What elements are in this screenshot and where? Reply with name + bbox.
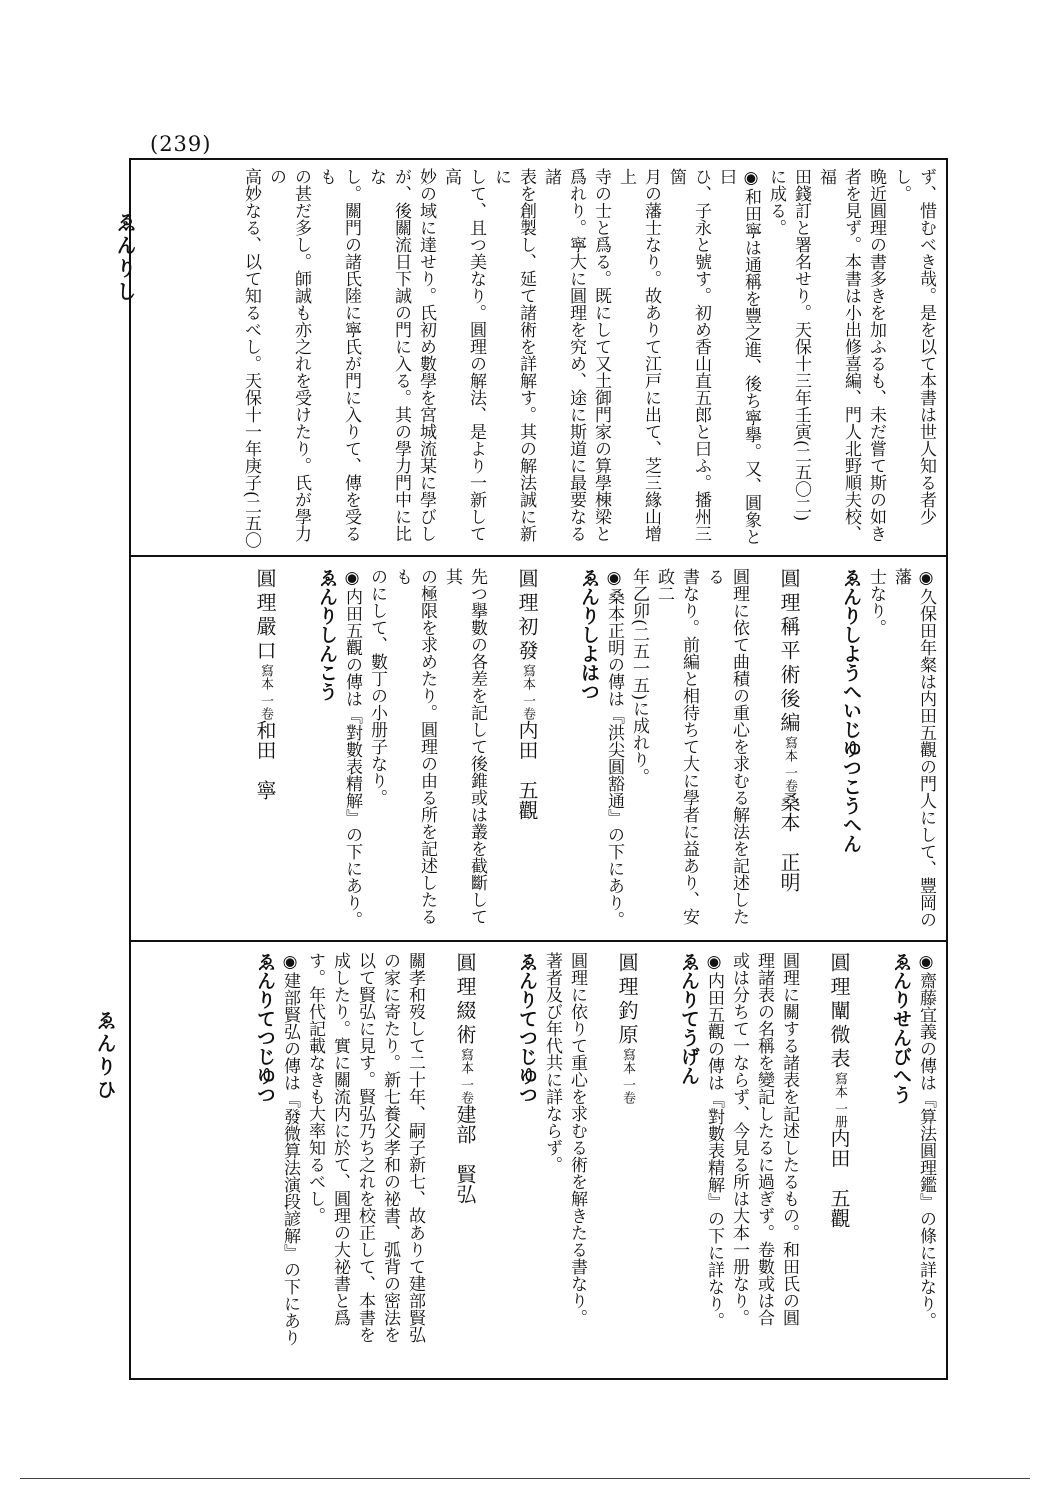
dictionary-section-bottom xyxy=(238,952,938,1372)
body-text-line: ず、惜むべき哉。是を以て本書は世人知る者少し。 xyxy=(891,168,936,525)
body-text-line: 表を創製し、延て諸術を詳解す。其の解法誠に新に xyxy=(491,168,536,542)
entry-author: 和田 寧 xyxy=(253,720,277,801)
entry-author: 建部 賢弘 xyxy=(453,1104,477,1205)
body-text-line: 妙の域に達せり。氏初め數學を宮城流某に學びし xyxy=(416,168,436,542)
body-text-line: の家に寄たり。新七養父孝和の祕書、弧背の密法を xyxy=(380,952,400,1343)
body-text-line: 圓理に關する諸表を記述したるもの。和田氏の圓 xyxy=(779,952,799,1326)
body-text-line: 晩近圓理の書多きを加ふるも、未だ嘗て斯の如き xyxy=(866,168,886,542)
entry-title-line xyxy=(776,568,830,934)
entry-volume: 寫本 一卷 xyxy=(258,664,273,721)
body-text-line: 月の藩士なり。故ありて江戸に出て、芝三緣山增上 xyxy=(616,168,661,542)
body-text-line: に成る。 xyxy=(766,168,786,236)
page-number: (239) xyxy=(150,132,212,156)
body-text-line: ひ、子永と號す。初め香山直五郎と曰ふ。播州三箇 xyxy=(666,168,711,542)
entry-volume: 寫本 一卷 xyxy=(520,664,535,721)
entry-title: 圓理初發 xyxy=(515,568,539,664)
entry-title-line xyxy=(252,568,306,934)
body-text-line: 理諸表の名稱を變記したるに過ぎず。卷數或は合 xyxy=(754,952,774,1326)
dictionary-section-top xyxy=(238,168,938,550)
body-text-line: ◉建部賢弘の傳は『發微算法演段諺解』の下にあり xyxy=(280,952,300,1346)
body-text-line: して、且つ美なり。圓理の解法、是より一新して高 xyxy=(441,168,486,542)
body-text-line: 著者及び年代共に詳ならず。 xyxy=(542,952,562,1173)
body-text-line: 寺の士と爲る。既にして又土御門家の算學棟梁と xyxy=(591,168,611,542)
entry-volume xyxy=(238,1048,244,1104)
body-text-line: 圓理に依りて重心を求むる術を解きたる書なり。 xyxy=(567,952,587,1326)
entry-title-line xyxy=(614,952,668,1372)
body-text-line: ◉和田寧は通稱を豐之進、後ち寧擧。又、圓象と曰 xyxy=(716,168,761,545)
body-text-line: ◉齋藤宜義の傳は『算法圓理鑑』の條に詳なり。 xyxy=(916,952,936,1329)
entry-reading: ゑんりしんこう xyxy=(316,568,338,701)
entry-reading: ゑんりてつじゆつ xyxy=(516,952,538,1104)
body-text-line: す。年代記載なきも大率知るべし。 xyxy=(305,952,325,1224)
body-text-line: 關孝和歿して二十年、嗣子新七、故ありて建部賢弘 xyxy=(405,952,425,1343)
entry-volume: 寫本 一卷 xyxy=(782,736,797,793)
entry-author: 桑本 正明 xyxy=(777,792,801,893)
section-divider xyxy=(129,940,948,942)
body-text-line: 成したり。實に關流内に於て、圓理の大祕書と爲 xyxy=(330,952,350,1326)
body-text-line: 圓理に依て曲積の重心を求むる解法を記述したる xyxy=(704,568,749,925)
entry-volume: 寫本 一册 xyxy=(832,1072,847,1129)
entry-author: 内田 五觀 xyxy=(827,1128,851,1229)
entry-title: 圓理釣原 xyxy=(615,952,639,1048)
entry-title-line xyxy=(238,952,244,1372)
entry-title-line xyxy=(452,952,506,1372)
margin-heading-enrihi: ゑんりひ xyxy=(93,1010,117,1102)
body-text-line: 者を見ず。本書は小出修喜編、門人北野順夫校、福 xyxy=(816,168,861,542)
body-text-line: ◉内田五觀の傳は『對數表精解』の下にあり。 xyxy=(342,568,362,928)
body-text-line: 高妙なる、以て知るべし。天保十一年庚子(二五〇 xyxy=(241,168,261,549)
dictionary-section-middle xyxy=(238,568,938,934)
body-text-line: ◉桑本正明の傳は『洪尖圓豁通』の下にあり。 xyxy=(604,568,624,928)
entry-reading: ゑんりてうげん xyxy=(678,952,700,1085)
body-text-line xyxy=(238,568,244,934)
body-text-line: 先つ擧數の各差を記して後錐或は叢を截斷して其 xyxy=(442,568,487,925)
body-text-line: の極限を求めたり。圓理の由る所を記述したるも xyxy=(392,568,437,925)
entry-title-line xyxy=(514,568,568,934)
body-text-line: が、後關流日下誠の門に入る。其の學力門中に比な xyxy=(366,168,411,542)
entry-title-line xyxy=(826,952,880,1372)
entry-volume: 寫本 一卷 xyxy=(620,1048,635,1105)
entry-author: 内田 五觀 xyxy=(515,720,539,821)
section-divider xyxy=(129,555,948,557)
body-text-line: の甚だ多し。師誠も亦之れを受けたり。氏が學力の xyxy=(266,168,311,542)
entry-reading: ゑんりしよはつ xyxy=(578,568,600,701)
entry-reading: ゑんりてつじゆつ xyxy=(254,952,276,1104)
body-text-line: 士なり。 xyxy=(866,568,886,636)
entry-title: 圓理稱平術後編 xyxy=(777,568,801,736)
page-bottom-rule xyxy=(20,1478,1030,1479)
entry-title: 圓理綴術 xyxy=(453,952,477,1048)
body-text-line: 爲れり。寧大に圓理を究め、途に斯道に最要なる諸 xyxy=(541,168,586,542)
body-text-line: 年乙卯(二五一五)に成れり。 xyxy=(629,568,649,786)
body-text-line: し。關門の諸氏陸に寧氏が門に入りて、傳を受るも xyxy=(316,168,361,542)
entry-reading: ゑんりせんびへう xyxy=(890,952,912,1104)
margin-heading-enrishi: ゑんりし xyxy=(113,212,137,304)
entry-title: 圓理闡微表 xyxy=(827,952,851,1072)
body-text-line: ◉内田五觀の傳は『對數表精解』の下に詳なり。 xyxy=(704,952,724,1329)
body-text-line: のにして、數丁の小册子なり。 xyxy=(367,568,387,806)
entry-title: 圓理嚴口 xyxy=(253,568,277,664)
entry-volume: 寫本 一卷 xyxy=(458,1048,473,1105)
body-text-line: 或は分ちて一ならず、今見る所は大本一册なり。 xyxy=(729,952,749,1326)
entry-reading: ゑんりしようへいじゆつこうへん xyxy=(840,568,862,853)
body-text-line: 以て賢弘に見す。賢弘乃ち之れを校正して、本書を xyxy=(355,952,375,1343)
body-text-line: ◉久保田年粲は内田五觀の門人にして、豐岡の藩 xyxy=(891,568,936,928)
body-text-line: 田錢訂と署名せり。天保十三年壬寅(二五〇二) xyxy=(791,168,811,522)
body-text-line: 書なり。前編と相待ちて大に學者に益あり、安政二 xyxy=(654,568,699,925)
